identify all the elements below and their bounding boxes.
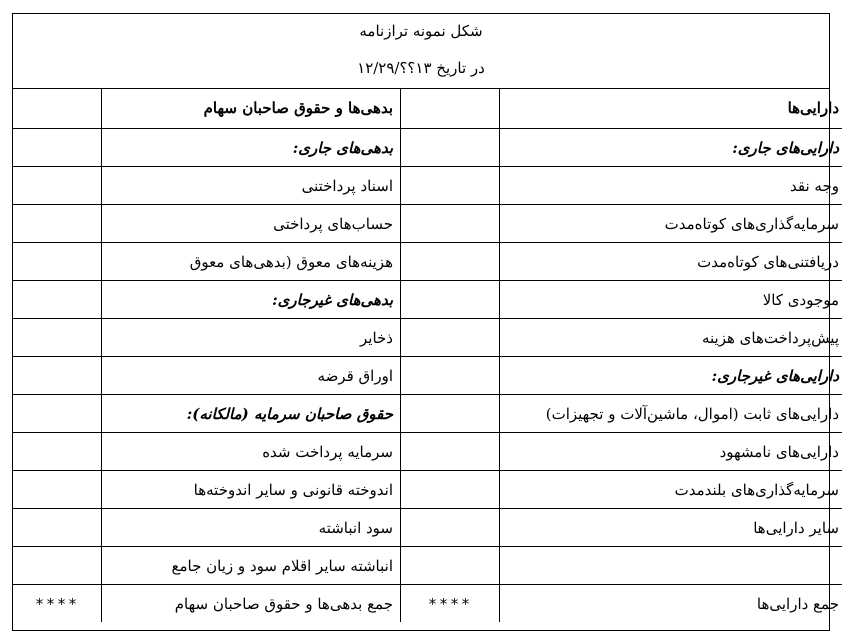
total-assets-label: جمع دارایی‌ها (500, 585, 842, 623)
table-header-row (13, 88, 842, 129)
liability-label: حساب‌های پرداختی (102, 205, 401, 243)
total-assets-amount: **** (401, 585, 500, 623)
table-row (13, 281, 842, 319)
liability-label: اسناد پرداختنی (102, 167, 401, 205)
document-date: در تاریخ ۱۳؟؟/۱۲/۲۹ (357, 59, 485, 77)
liability-amount (13, 471, 102, 509)
title-block (13, 14, 829, 89)
total-liabilities-equity-label: جمع بدهی‌ها و حقوق صاحبان سهام (102, 585, 401, 623)
liability-amount (13, 281, 102, 319)
asset-amount (401, 433, 500, 471)
liability-amount (13, 509, 102, 547)
asset-label (500, 547, 842, 585)
liability-label: سرمایه پرداخت شده (102, 433, 401, 471)
balance-sheet-table (13, 88, 842, 622)
table-row (13, 205, 842, 243)
liability-label: بدهی‌های غیرجاری: (102, 281, 401, 319)
asset-amount (401, 129, 500, 167)
total-liabilities-equity-amount: **** (13, 585, 102, 623)
liability-label: بدهی‌های جاری: (102, 129, 401, 167)
asset-amount (401, 509, 500, 547)
assets-amount-header (401, 88, 500, 129)
table-row (13, 471, 842, 509)
liability-amount (13, 129, 102, 167)
liability-label: سود انباشته (102, 509, 401, 547)
asset-label: سایر دارایی‌ها (500, 509, 842, 547)
table-row (13, 167, 842, 205)
liability-amount (13, 357, 102, 395)
totals-row (13, 585, 842, 623)
liability-amount (13, 243, 102, 281)
asset-label: دریافتنی‌های کوتاه‌مدت (500, 243, 842, 281)
liability-amount (13, 205, 102, 243)
liability-label: حقوق صاحبان سرمایه (مالکانه): (102, 395, 401, 433)
liability-amount (13, 547, 102, 585)
asset-label: وجه نقد (500, 167, 842, 205)
asset-amount (401, 471, 500, 509)
assets-header: دارایی‌ها (500, 88, 842, 129)
asset-amount (401, 395, 500, 433)
liability-label: اوراق قرضه (102, 357, 401, 395)
asset-label: دارایی‌های غیرجاری: (500, 357, 842, 395)
liability-amount (13, 433, 102, 471)
asset-amount (401, 243, 500, 281)
asset-label: موجودی کالا (500, 281, 842, 319)
liability-label: ذخایر (102, 319, 401, 357)
asset-label: دارایی‌های جاری: (500, 129, 842, 167)
table-row (13, 547, 842, 585)
table-row (13, 129, 842, 167)
asset-amount (401, 319, 500, 357)
table-row (13, 509, 842, 547)
liability-amount (13, 319, 102, 357)
table-row (13, 319, 842, 357)
liability-label: هزینه‌های معوق (بدهی‌های معوق (102, 243, 401, 281)
asset-label: سرمایه‌گذاری‌های کوتاه‌مدت (500, 205, 842, 243)
asset-amount (401, 547, 500, 585)
liability-amount (13, 167, 102, 205)
liability-label: انباشته سایر اقلام سود و زیان جامع (102, 547, 401, 585)
liability-label: اندوخته قانونی و سایر اندوخته‌ها (102, 471, 401, 509)
asset-amount (401, 205, 500, 243)
table-row (13, 357, 842, 395)
liabilities-equity-header: بدهی‌ها و حقوق صاحبان سهام (102, 88, 401, 129)
table-row (13, 433, 842, 471)
asset-label: پیش‌پرداخت‌های هزینه (500, 319, 842, 357)
asset-amount (401, 357, 500, 395)
asset-label: دارایی‌های نامشهود (500, 433, 842, 471)
document-title: شکل نمونه ترازنامه (359, 22, 483, 40)
table-row (13, 243, 842, 281)
balance-sheet-form (12, 13, 839, 631)
table-row (13, 395, 842, 433)
asset-amount (401, 167, 500, 205)
liabilities-amount-header (13, 88, 102, 129)
asset-amount (401, 281, 500, 319)
asset-label: سرمایه‌گذاری‌های بلندمدت (500, 471, 842, 509)
liability-amount (13, 395, 102, 433)
asset-label: دارایی‌های ثابت (اموال، ماشین‌آلات و تجهیزات) (500, 395, 842, 433)
